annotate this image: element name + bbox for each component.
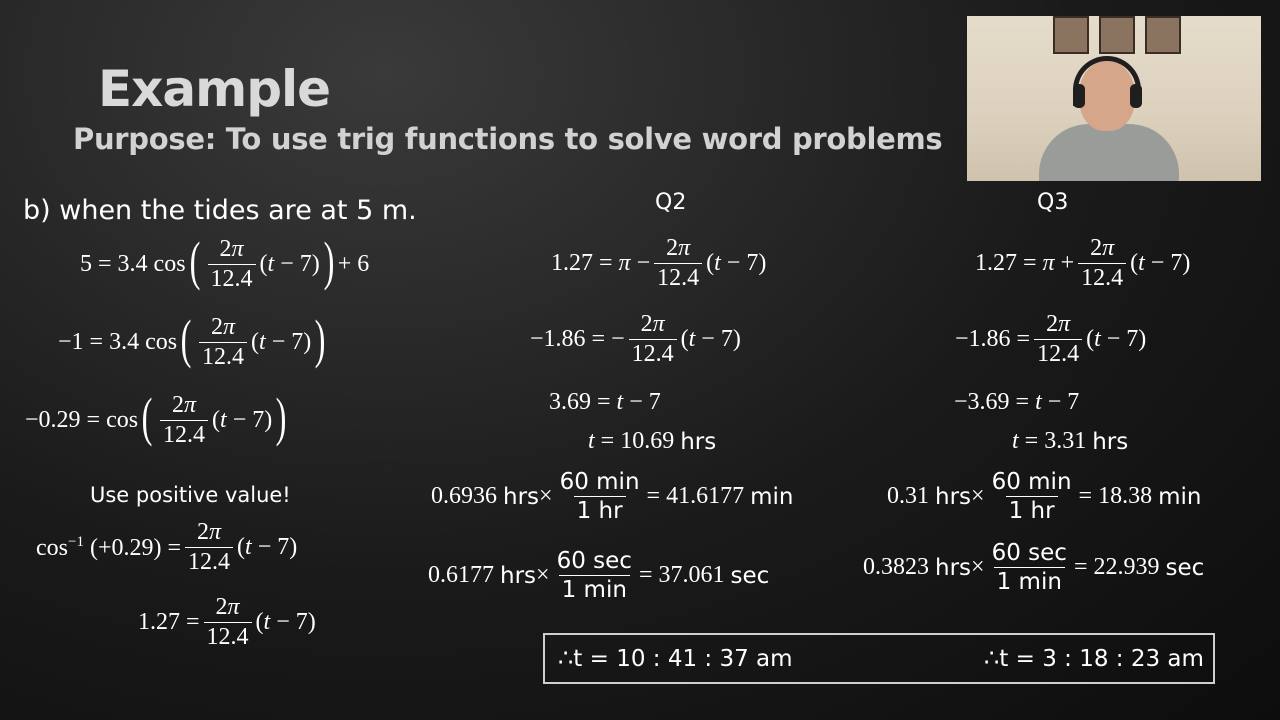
note-positive-value: Use positive value! <box>90 483 291 507</box>
equation-q3-3: −3.69 = t − 7 <box>954 389 1080 415</box>
equation-left-5: 1.27 = $\frac{2\pi}{12.4}$ (t − 7) <box>138 594 316 651</box>
slide-subtitle: Purpose: To use trig functions to solve word problems <box>73 122 943 156</box>
equation-q3-4: t = 3.31 hrs <box>1012 428 1129 455</box>
equation-q2-3: 3.69 = t − 7 <box>549 389 661 415</box>
equation-q2-2: −1.86 = − $\frac{2\pi}{12.4}$ (t − 7) <box>530 311 741 368</box>
equation-q2-6: 0.6177 hrs × $\frac{60 \sec}{1 \min}$ = 37.061 sec <box>428 548 770 604</box>
equation-left-3: −0.29 = cos ( $\frac{2\pi}{12.4}$ (t − 7) ) <box>25 386 287 449</box>
part-b-heading: b) when the tides are at 5 m. <box>23 195 417 226</box>
picture-frame-icon <box>1145 16 1181 54</box>
equation-q3-6: 0.3823 hrs × $\frac{60 \sec}{1 \min}$ = 22.939 sec <box>863 540 1205 596</box>
equation-left-1: 5 = 3.4 cos ( $\frac{2\pi}{12.4}$ (t − 7) ) + 6 <box>80 230 370 293</box>
equation-q2-5: 0.6936 hrs × $\frac{60 \min}{1 hr}$ = 41.6177 min <box>431 469 794 525</box>
picture-frame-icon <box>1053 16 1089 54</box>
equation-left-2: −1 = 3.4 cos ( $\frac{2\pi}{12.4}$ (t − 7) ) <box>58 308 326 371</box>
equation-q3-2: −1.86 = $\frac{2\pi}{12.4}$ (t − 7) <box>955 311 1147 368</box>
slide-title: Example <box>98 60 331 118</box>
conclusion-q3: ∴ t = 3 : 18 : 23 am <box>984 645 1204 672</box>
webcam-video <box>967 16 1261 181</box>
equation-left-4: $\cos^{-1} (+0.29)$ = $\frac{2\pi}{12.4}$ (t − 7) <box>36 519 298 576</box>
conclusion-q2: ∴ t = 10 : 41 : 37 am <box>558 645 793 672</box>
equation-q3-1: 1.27 = π + $\frac{2\pi}{12.4}$ (t − 7) <box>975 235 1191 292</box>
picture-frame-icon <box>1099 16 1135 54</box>
q2-label: Q2 <box>655 190 687 215</box>
equation-q2-1: 1.27 = π − $\frac{2\pi}{12.4}$ (t − 7) <box>551 235 767 292</box>
q3-label: Q3 <box>1037 190 1069 215</box>
equation-q3-5: 0.31 hrs × $\frac{60 \min}{1 hr}$ = 18.38 min <box>887 469 1202 525</box>
equation-q2-4: t = 10.69 hrs <box>588 428 717 455</box>
